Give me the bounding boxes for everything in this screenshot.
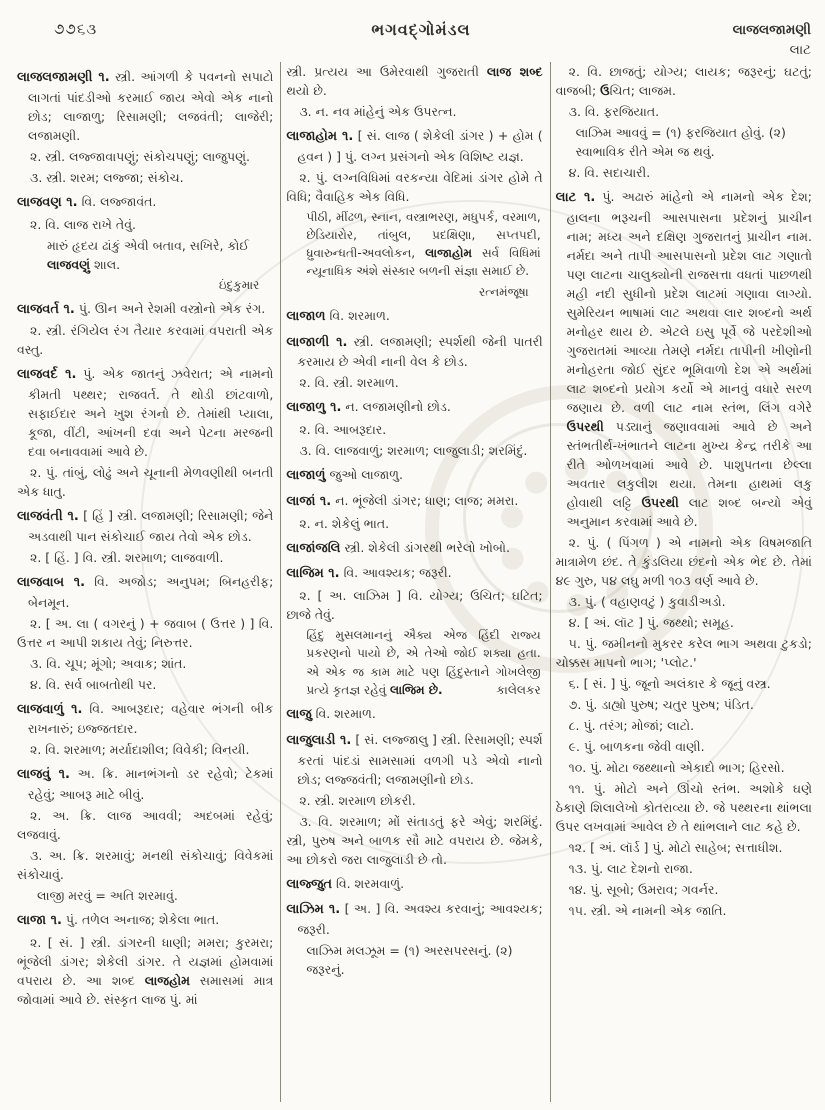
headword: લાજાળુ ૧. [286,400,342,416]
sense-line: ૨. ન. શેકેલું ભાત. [299,515,390,531]
dictionary-entry: લાજુલાડી ૧. [ સં. લજ્જાલુ ] સ્ત્રી. રિસામણી; સ્પર્શ કરતાં પાંદડાં સામસામાં વળગી પડે એવો નાનો છોડ; લજ્જવંતી; લજામણીનો છોડ. [286,731,543,787]
sense-line: ૨. પું. તાંબું, લોઢું અને ચૂનાની મેળવણીથી બનતી એક ધાતુ. [17,465,274,500]
dictionary-entry: લાજિમ ૧. વિ. આવશ્યક; જરૂરી. [286,565,452,582]
sense-line: ૯. પું. બાળકના જેવી વાણી. [568,738,705,754]
page-number: ૭૭૬૩ [54,20,98,38]
idiom-line: લાજી મરવું = અતિ શરમાવું. [37,888,178,904]
headword: લાજિમ ૧. [286,566,340,582]
dictionary-entry: લાજવાબ ૧. વિ. અજોડ; અનુપમ; બિનહરીફ; બેનમૂન. [17,573,274,610]
sense-line: ૩. સ્ત્રી. શરમ; લજ્જા; સંકોચ. [30,169,184,185]
headword: લાજવણ ૧. [17,194,78,210]
sense-line: ૪. વિ. સદાચારી. [568,165,651,180]
sense-line: ૩. વિ. શરમાળ; મોં સંતાડતું ફરે એવું; શરમિંદું. સ્ત્રી, પુરુષ અને બાળક સૌ માટે વપરાય છે. જેમકે, આ છોકરો જરા લાજુલાડી છે તો. [286,813,543,867]
column-1 [12,62,280,1102]
sense-line: ૧૨. [ અં. લૉર્ડ ] પું. મોટો સાહેબ; સત્તાધીશ. [568,839,783,855]
idiom-line: લાઝિમ મલઝૂમ = (૧) અરસપરસનું. (૨) જરૂરનું. [306,943,513,978]
headword: લાજવર્ત ૧. [17,301,75,317]
dictionary-entry: લાજુ વિ. શરમાળ. [286,706,376,723]
sense-line: ૧૦. પું. મોટા જથ્થાનો એકાદો ભાગ; હિરસો. [568,759,785,775]
headword: લાજા ૧. [17,913,62,929]
citation: ઇંદુકુમાર [218,277,260,292]
headword: લાજાં ૧. [286,493,332,509]
sense-line: ૫. પું. જમીનનો મુકરર કરેલ ભાગ અથવા ટુકડો; ચોક્કસ માપનો ભાગ; 'પ્લોટ.' [555,635,812,670]
headword: લાજવાબ ૧. [17,574,86,590]
dictionary-entry: લાજલજામણી ૧. સ્ત્રી. આંગળી કે પવનનો સપાટો લાગતાં પાંદડીઓ કરમાઈ જાય એવો એક નાનો છોડ; લાજાળુ; રિસામણી; લજવંતી; લાજેરી; લજામણી. [17,69,274,143]
sense-line: ૧૫. સ્ત્રી. એ નામની એક જાતિ. [568,902,727,918]
dictionary-entry: લાજવર્દ ૧. પું. એક જાતનું ઝવેરાત; એ નામનો કીમતી પથ્થર; રાજવર્ત. તે થોડી છાંટવાળો, સફાઈદાર અને ખુશ રંગનો છે. તેમાંથી પ્યાલા, કૂજા, વીંટી, આંખની દવા અને પેટના મરજની દવા બનાવવામાં આવે છે. [17,366,274,460]
sense-line: ૧૧. પું. મોટો અને ઊંચો સ્તંભ. અશોકે ઘણે ઠેકાણે શિલાલેખો કોતરાવ્યા છે. જે પથ્થરના થાંભલા ઉપર લખવામાં આવેલ છે તે થાંભલાને લાટ કહે છે. [555,780,812,834]
guide-word-bottom: લાટ [789,42,811,59]
dictionary-entry: લાજાળું જુઓ લાજાળુ. [286,467,403,484]
citation: કાલેલકર [496,682,541,697]
sense-line: ૩. વિ. ચૂપ; મૂંગો; અવાક; શાંત. [30,655,187,671]
sense-line: ૭. પું. ડાહ્યો પુરુષ; ચતુર પુરુષ; પંડિત. [568,696,754,712]
headword: લાજવંતી ૧. [17,509,79,525]
dictionary-entry: લાજાંજલિ સ્ત્રી. શેકેલી ડાંગરથી ભરેલો ખોબો. [286,539,510,556]
dictionary-entry: લાજાળી ૧. સ્ત્રી. લજામણી; સ્પર્શથી જેની પાતરી કરમાય છે એવી નાની વેલ કે છોડ. [286,333,543,370]
citation: રત્નમંજૂષા [479,284,529,299]
headword: લાજવું ૧. [17,767,70,783]
headword: લાજલજામણી ૧. [17,70,110,85]
page-header [26,20,811,62]
sense-line: ૨. સ્ત્રી. શરમાળ છોકરી. [299,792,416,808]
headword: લાજાળું [286,468,326,484]
headword: લાજવાળું ૧. [17,701,83,717]
sense-line: ૩. ન. નવ માંહેનું એક ઉપરત્ન. [299,104,457,119]
sense-line: ૧૩. પું. લાટ દેશનો રાજા. [568,860,693,876]
dictionary-entry: લાજવાળું ૧. વિ. આબરૂદાર; વહેવાર ભંગની બીક રાખનારું; ઇજ્જતદાર. [17,700,274,737]
sense-line: ૪. વિ. સર્વ બાબતોથી પર. [30,676,157,692]
sense-line: ૩. વિ. ફરજિયાત. [568,104,660,119]
sense-line: ૨. [ અ. લા ( વગરનું ) + જવાબ ( ઉત્તર ) ] વિ. ઉત્તર ન આપી શકાય તેવું; નિરુત્તર. [17,615,274,650]
dictionary-entry: લાજાં ૧. ન. ભૂંજેલી ડાંગર; ધાણ; લાજ; મમરા. [286,492,519,509]
dictionary-entry: લાજાળ વિ. શરમાળ. [286,307,390,324]
dictionary-entry: લાજવું ૧. અ. ક્રિ. માનભંગનો ડર રહેવો; ટેકમાં રહેવું; આબરૂ માટે બીવું. [17,766,274,803]
continuation-text: સ્ત્રી. પ્રત્યય આ ઉમેરવાથી ગુજરાતી લાજ શબ્દ થયો છે. [286,64,543,98]
sense-line: ૨. વિ. સ્ત્રી. શરમાળ. [299,375,399,391]
dictionary-entry: લાજા ૧. પું. તળેલ અનાજ; શેકેલા ભાત. [17,912,220,929]
column-2 [280,62,549,1102]
sense-line: ૨. વિ. આબરૂદાર. [299,422,387,438]
quotation: હિંદુ મુસલમાનનું ઐક્ય એજ હિંદી રાજ્ય પ્રકરણનો પાયો છે, એ તેઓ જોઈ શક્યા હતા. એ એક જ કામ માટે પણ હિંદુસ્તાને ગોખલેજી પ્રત્યે કૃતજ્ઞ રહેવું લાજિમ છે. કાલેલકર [306,626,540,699]
sense-line: ૨. સ્ત્રી. રંગિયેલ રંગ તૈયાર કરવામાં વપરાતી એક વસ્તુ. [17,323,274,358]
dictionary-entry: લાજાહોમ ૧. [ સં. લાજ ( શેકેલી ડાંગર ) + હોમ ( હવન ) ] પું. લગ્ન પ્રસંગનો એક વિશિષ્ટ યજ્ઞ. [286,128,543,164]
book-title: ભગવદ્ગોમંડલ [371,20,471,39]
dictionary-entry: લાઝિમ ૧. [ અ. ] વિ. અવશ્ય કરવાનું; આવશ્યક; જરૂરી. [286,901,543,938]
headword: લાટ ૧. [555,190,596,205]
sense-line: ૨. [ અ. લાઝિમ ] વિ. યોગ્ય; ઉચિત; ઘટિત; છાજે તેવું. [286,588,543,623]
quotation: પીઠી, મીંઢળ, સ્નાન, વસ્ત્રાભરણ, મધુપર્ક, વરમાળ, છેડિયારોર, તાંબુલ, પ્રદક્ષિણા, સપ્તપદી, ધ્રુવારુન્ધતી-અવલોકન, લાજાહોમ સર્વ વિધિમાં ન્યૂનાધિક અંશે સંસ્કાર બળની સંજ્ઞા સમાઈ છે. [306,209,541,279]
dictionary-entry: લાજવણ ૧. વિ. લજ્જાવંત. [17,193,157,210]
headword: લાજાહોમ ૧. [286,129,354,144]
sense-line: ૩. પું. ( વહાણવટું ) કુવાડીઅડો. [568,593,726,609]
sense-line: ૨. સ્ત્રી. લજ્જાવાપણું; સંકોચપણું; લાજુપણું. [30,148,250,164]
sense-line: ૩. અ. ક્રિ. શરમાવું; મનથી સંકોચાવું; વિવેકમાં સંકોચાવું. [17,848,274,883]
headword: લાજુ [286,707,312,723]
headword: લાજવર્દ ૧. [17,367,77,383]
sense-line: ૨. પું. લગ્નવિધિમાં વરકન્યા વેદિમાં ડાંગર હોમે તે વિધિ; વૈવાહિક એક વિધિ. [286,169,543,204]
dictionary-entry: લાજ્જુત વિ. શરમવાળું. [286,875,405,892]
guide-word-top: લાજલજામણી [732,22,811,38]
sense-line: ૨. [ હિં. ] વિ. સ્ત્રી. શરમાળ; લાજવાળી. [30,549,224,565]
verse-quote: મારું હૃદય ઢાંકું એવી બતાવ, સખિરે, કોઈ લાજવણું શાલ. [47,237,250,272]
sense-line: ૨. [ સં. ] સ્ત્રી. ડાંગરની ધાણી; મમરા; કુરમરા; ભૂંજેલી ડાંગર; શેકેલી ડાંગર. તે યજ્ઞમાં હોમવામાં વપરાય છે. આ શબ્દ લાજહોમ સમાસમાં માત્ર જોવામાં આવે છે. સંસ્કૃત લાજ પું. માં [17,934,274,1007]
headword: લાજાળી ૧. [286,334,348,350]
sense-line: ૨. પું. ( પિંગળ ) એ નામનો એક વિષમજાતિ માત્રામેળ છંદ. તે કુંડલિયા છંદનો એક ભેદ છે. તેમાં ૪૯ ગુરુ, ૫૪ લઘુ મળી ૧૦૩ વર્ણ આવે છે. [555,534,812,588]
headword: લાજાળ [286,308,326,324]
headword: લાજુલાડી ૧. [286,732,352,748]
column-3 [550,62,819,1102]
guide-words [733,20,811,61]
dictionary-entry: લાજાળુ ૧. ન. લજામણીનો છોડ. [286,399,451,416]
headword: લાજ્જુત [286,876,333,892]
sense-line: ૨. અ. ક્રિ. લાજ આવવી; અદબમાં રહેવું; લજવાવું. [17,808,274,843]
sense-line: ૨. વિ. શરમાળ; મર્યાદાશીલ; વિવેકી; વિનયી. [30,742,250,758]
headword: લાઝિમ ૧. [286,902,341,918]
dictionary-entry: લાજવર્ત ૧. પું. ઊન અને રેશમી વસ્ત્રોનો એક રંગ. [17,300,266,317]
sense-line: ૧૪. પું. સૂબો; ઉમરાવ; ગવર્નર. [568,881,719,897]
text-columns [12,62,819,1102]
sense-line: ૮. પું. તરંગ; મોજાં; લાટો. [568,717,695,733]
sense-line: ૩. વિ. લાજવાળું; શરમાળ; લાજુલાડી; શરમિંદું. [299,443,528,459]
dictionary-entry: લાજવંતી ૧. [ હિં ] સ્ત્રી. લજામણી; રિસામણી; જેને અડવાથી પાન સંકોચાઈ જાય તેવો એક છોડ. [17,508,274,544]
sense-line: ૪. [ અં. લૉટ ] પું. જથ્થો; સમૂહ. [568,614,734,630]
sense-line: ૬. [ સં. ] પું. જૂનો અલંકાર કે જૂનું વસ્ત્ર. [568,675,771,691]
headword: લાજાંજલિ [286,540,341,556]
sense-line: ૨. વિ. છાજતું; યોગ્ય; લાયક; જરૂરનું; ઘટતું; વાજબી; ઉચિત; લાજમ. [555,64,812,98]
sense-line: ૨. વિ. લાજ રાખે તેવું. [30,216,136,232]
idiom-line: લાઝિમ આવવું = (૧) ફરજિયાત હોવું. (૨) સ્વાભાવિક રીતે એમ જ થવું. [575,125,786,159]
dictionary-entry: લાટ ૧. પું. અઢારું માંહેનો એ નામનો એક દેશ; હાલના ભરૂચની આસપાસના પ્રદેશનું પ્રાચીન નામ; મધ્ય અને દક્ષિણ ગુજરાતનું પ્રાચીન નામ. નર્મદા અને તાપી આસપાસનો પ્રદેશ લાટ ગણાતો પણ લાટના ચાલુક્યોની રાજસત્તા વધતાં પાછળથી મહી નદી સુધીનો પ્રદેશ લાટમાં ગણાવા લાગ્યો. સુમેરિયન ભાષામાં લાટ અથવા લાર શબ્દનો અર્થ મનોહર થાય છે. એટલે ઇસુ પૂર્વે જે પરદેશીઓ ગુજરાતમાં આવ્યા તેમણે નર્મદા તાપીની ખીણોની મનોહરતા જોઈ સુંદર ભૂમિવાળો દેશ એ અર્થમાં લાટ શબ્દનો પ્રયોગ કર્યો એ માનવું વધારે સરળ જણાય છે. વળી લાટ નામ સ્તંભ, લિંગ વગેરે ઉપરથી પડ્યાનું જણાવવામાં આવે છે અને સ્તંભતીર્થ-ખંભાતને લાટના મુખ્ય કેન્દ્ર તરીકે આ રીતે ઓળખવામાં આવે છે. પાશુપતના છેલ્લા અવતાર લકુલીશ થયા. તેમના હાથમાં લકુ હોવાથી લટ્ટિ ઉપરથી લાટ શબ્દ બન્યો એવું અનુમાન કરવામાં આવે છે. [555,189,812,529]
